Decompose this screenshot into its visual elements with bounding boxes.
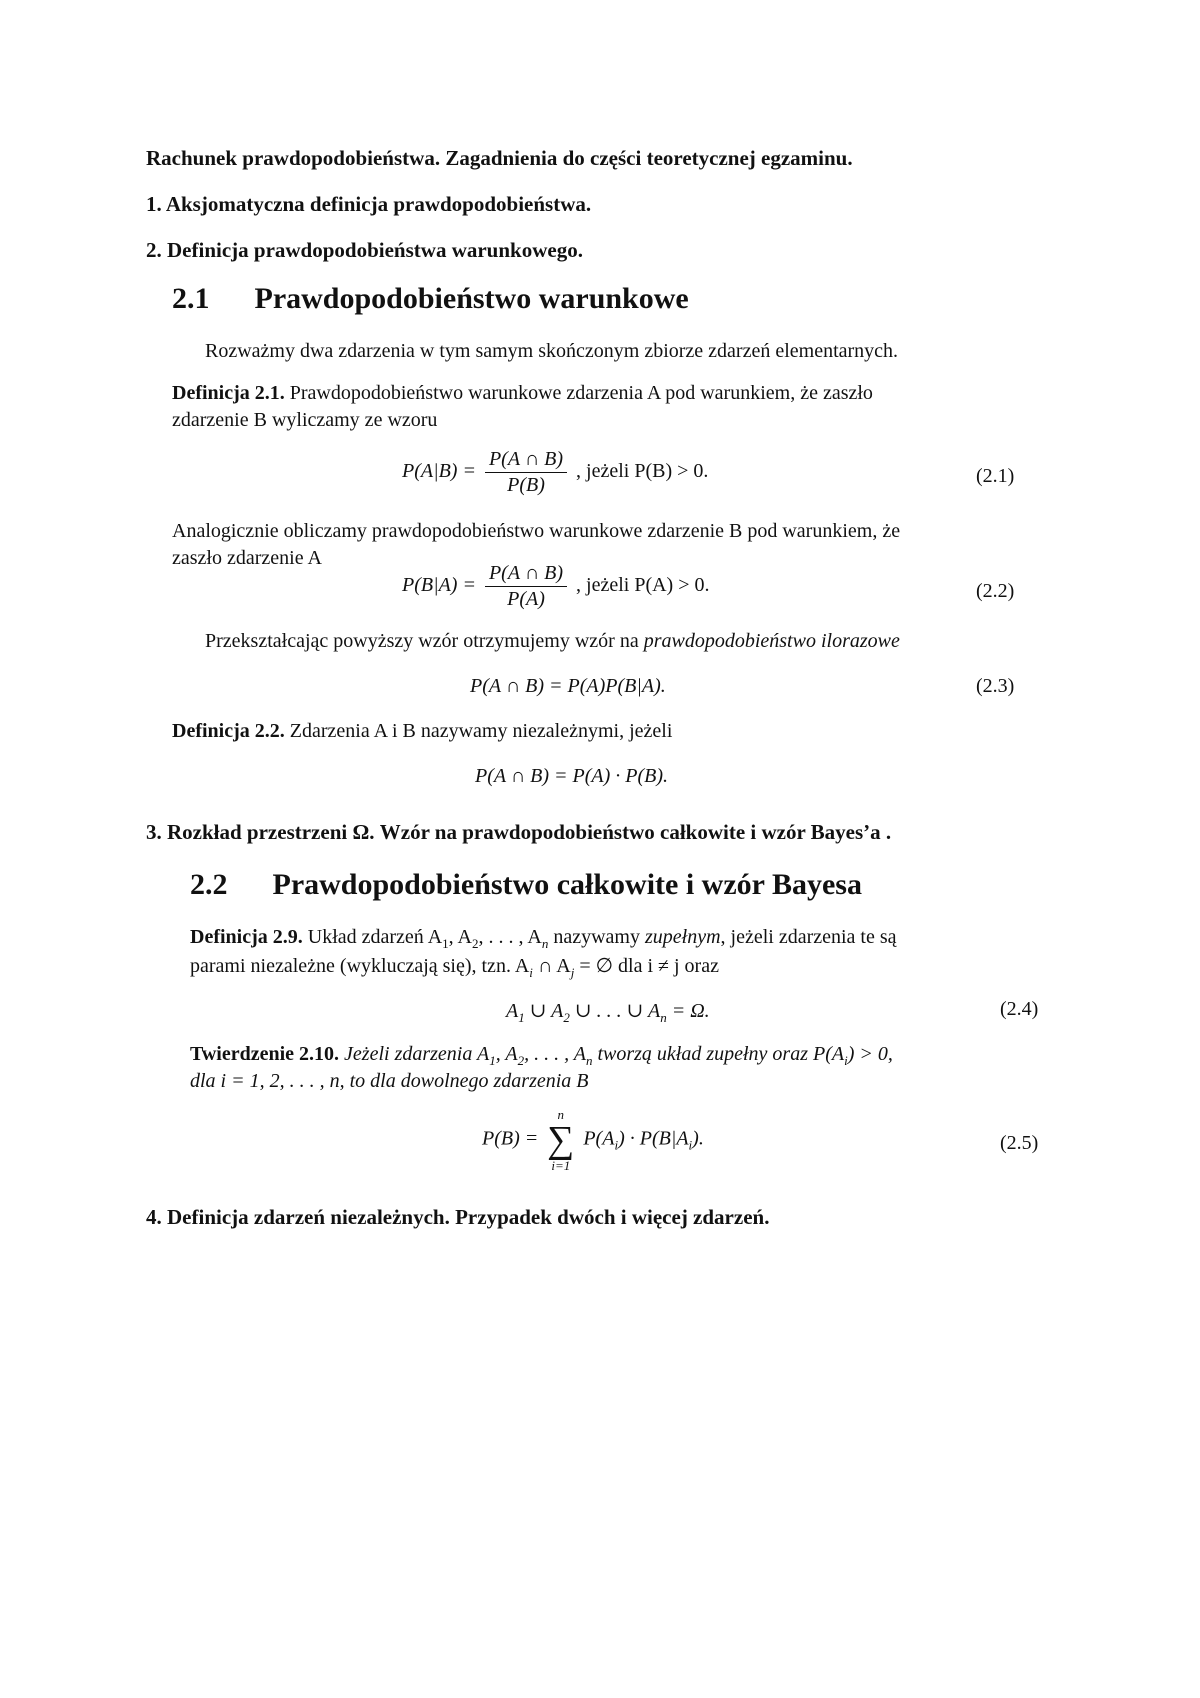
- equation-part: ).: [692, 1127, 704, 1150]
- theorem-2-10-line2: dla i = 1, 2, . . . , n, to dla dowolnego zdarzenia B: [190, 1070, 589, 1092]
- equation-lhs: P(A|B) =: [402, 460, 476, 483]
- equation-independence: P(A ∩ B) = P(A) · P(B).: [475, 765, 669, 787]
- definition-text: Prawdopodobieństwo warunkowe zdarzenia A pod warunkiem, że zaszło: [289, 382, 873, 404]
- sigma-symbol: ∑: [547, 1119, 575, 1161]
- analog-paragraph-line2: zaszło zdarzenie A: [172, 547, 322, 569]
- definition-text: = ∅ dla i ≠ j oraz: [574, 955, 719, 977]
- definition-text: , . . . , A: [478, 926, 542, 948]
- equation-part: A: [506, 1000, 519, 1022]
- fraction: [485, 448, 567, 497]
- equation-part: P(A: [583, 1127, 615, 1150]
- definition-text: parami niezależne (wykluczają się), tzn. A: [190, 955, 530, 977]
- definition-2-1: [172, 382, 873, 405]
- theorem-label: Twierdzenie 2.10.: [190, 1043, 340, 1065]
- equation-2-4: $A_1$ ∪ $A_2$ ∪ . . . ∪ $A_n = \Omega$.: [506, 1000, 710, 1025]
- definition-2-9-line2: parami niezależne (wykluczają się), tzn. $A_i$ ∩ $A_j$ = ∅ dla i ≠ j oraz: [190, 955, 719, 980]
- definition-text: Zdarzenia A i B nazywamy niezależnymi, jeżeli: [289, 720, 673, 742]
- definition-2-2: [172, 720, 672, 743]
- definition-text: ∩ A: [532, 955, 571, 977]
- transform-text: Przekształcając powyższy wzór otrzymujemy wzór na: [205, 630, 639, 652]
- definition-2-9: Definicja 2.9. Układ zdarzeń $A_1$, $A_2$, . . . , $A_n$ nazywamy zupełnym, jeżeli zdarzenia te są: [190, 926, 897, 951]
- section-title: Prawdopodobieństwo całkowite i wzór Bayesa: [272, 868, 862, 901]
- equation-part: ∪ A: [524, 1000, 564, 1022]
- question-2: 2. Definicja prawdopodobieństwa warunkowego.: [146, 238, 583, 262]
- summation: [547, 1108, 574, 1172]
- document-heading: Rachunek prawdopodobieństwa. Zagadnienia do części teoretycznej egzaminu.: [146, 146, 853, 170]
- definition-text: Układ zdarzeń A: [307, 926, 443, 948]
- theorem-text: ) > 0,: [847, 1043, 893, 1065]
- section-number: 2.2: [190, 868, 228, 901]
- section-2-1-heading: [172, 282, 689, 316]
- theorem-text: , . . . , A: [524, 1043, 586, 1065]
- equation-lhs: P(B|A) =: [402, 574, 476, 597]
- definition-label: Definicja 2.1.: [172, 382, 285, 404]
- definition-text: , A: [448, 926, 472, 948]
- equation-2-3: P(A ∩ B) = P(A)P(B|A).: [470, 675, 666, 697]
- equation-part: ) · P(B|A: [618, 1127, 689, 1150]
- section-title: Prawdopodobieństwo warunkowe: [254, 282, 689, 315]
- equation-2-2: [402, 562, 710, 611]
- section-2-2-heading: [190, 868, 862, 902]
- equation-number: (2.4): [1000, 998, 1039, 1020]
- equation-number: (2.3): [976, 675, 1015, 697]
- definition-label: Definicja 2.9.: [190, 926, 303, 948]
- equation-condition: , jeżeli P(A) > 0.: [576, 574, 710, 597]
- equation-number: (2.5): [1000, 1132, 1039, 1154]
- intro-paragraph: Rozważmy dwa zdarzenia w tym samym skończonym zbiorze zdarzeń elementarnych.: [205, 340, 899, 362]
- question-4: 4. Definicja zdarzeń niezależnych. Przypadek dwóch i więcej zdarzeń.: [146, 1205, 770, 1229]
- denominator: P(B): [507, 474, 545, 496]
- definition-emphasis: zupełnym: [644, 926, 721, 948]
- equation-part: ∪ . . . ∪ A: [569, 1000, 661, 1022]
- sum-lower: i=1: [551, 1158, 571, 1173]
- equation-condition: , jeżeli P(B) > 0.: [576, 460, 709, 483]
- theorem-2-10: Twierdzenie 2.10. Jeżeli zdarzenia $A_1$, $A_2$, . . . , $A_n$ tworzą układ zupełny oraz $P(A_i) > 0$,: [190, 1043, 893, 1068]
- definition-text: , jeżeli zdarzenia te są: [720, 926, 897, 948]
- analog-paragraph: Analogicznie obliczamy prawdopodobieństwo warunkowe zdarzenie B pod warunkiem, że: [172, 520, 901, 542]
- numerator: P(A ∩ B): [485, 448, 567, 473]
- definition-text: nazywamy: [548, 926, 640, 948]
- equation-number: (2.1): [976, 465, 1015, 487]
- equation-2-1: [402, 448, 708, 497]
- equation-2-5: P(B) = n ∑ i=1 $P(A_i) \cdot P(B|A_i)$.: [482, 1107, 704, 1173]
- transform-emphasis: prawdopodobieństwo ilorazowe: [643, 630, 900, 652]
- transform-paragraph: [205, 630, 900, 653]
- equation-lhs: P(B) =: [482, 1127, 539, 1150]
- theorem-text: tworzą układ zupełny oraz P(A: [592, 1043, 845, 1065]
- section-number: 2.1: [172, 282, 210, 315]
- definition-2-1-line2: zdarzenie B wyliczamy ze wzoru: [172, 409, 438, 431]
- question-3: 3. Rozkład przestrzeni Ω. Wzór na prawdopodobieństwo całkowite i wzór Bayes’a .: [146, 820, 892, 844]
- numerator: P(A ∩ B): [485, 562, 567, 587]
- sum-upper: n: [557, 1107, 565, 1122]
- denominator: P(A): [507, 588, 545, 610]
- theorem-text: Jeżeli zdarzenia A: [344, 1043, 490, 1065]
- equation-number: (2.2): [976, 580, 1015, 602]
- fraction: [485, 562, 567, 611]
- definition-label: Definicja 2.2.: [172, 720, 285, 742]
- theorem-text: , A: [495, 1043, 518, 1065]
- question-1: 1. Aksjomatyczna definicja prawdopodobieństwa.: [146, 192, 592, 216]
- equation-part: = Ω.: [666, 1000, 710, 1022]
